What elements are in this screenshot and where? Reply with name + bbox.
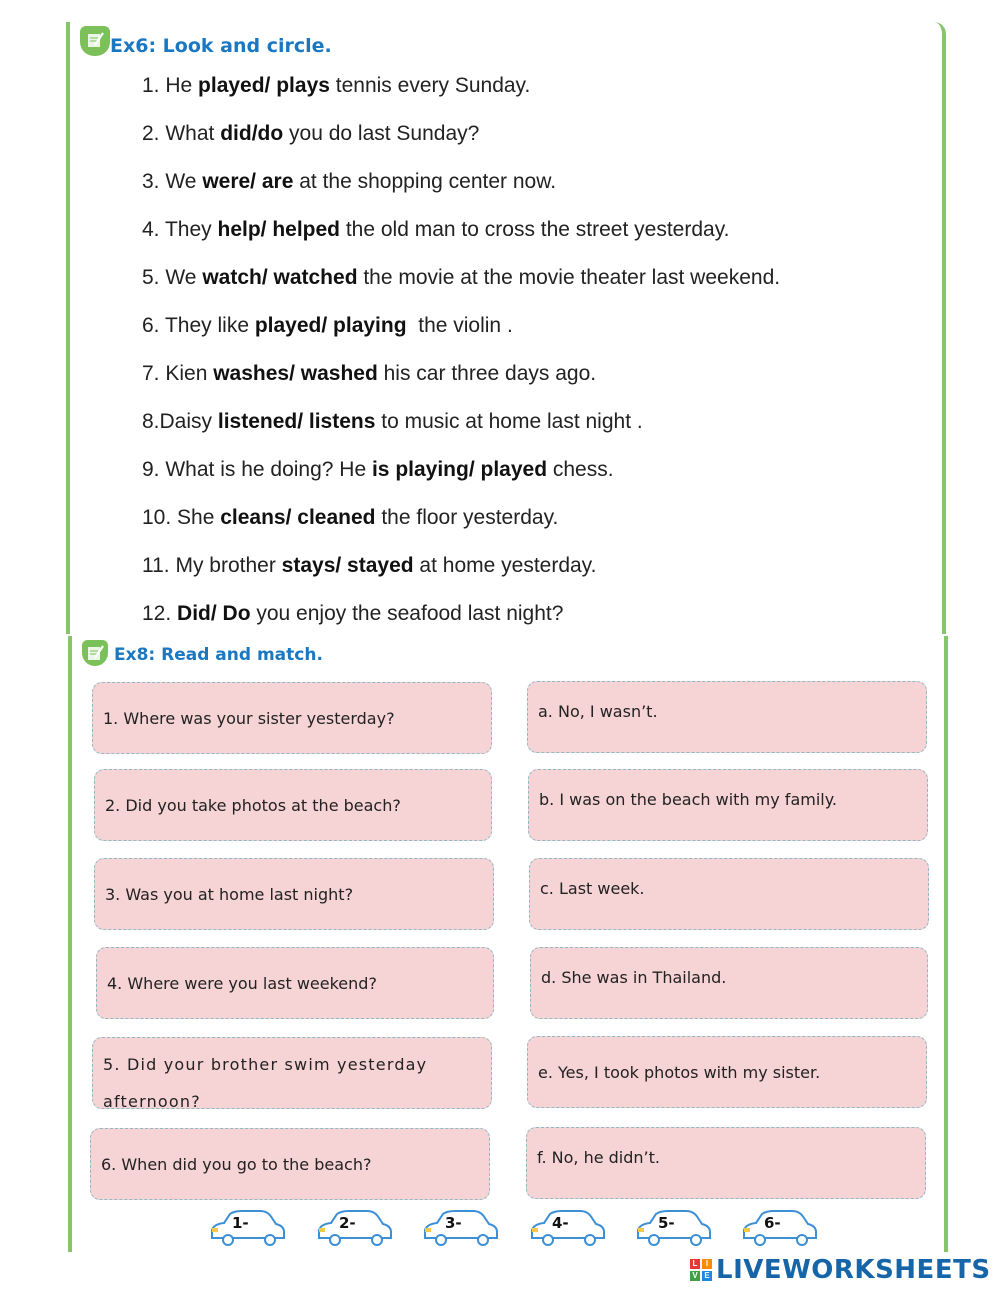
answer-card-b[interactable] (528, 769, 928, 841)
logo-mark-letter: V (690, 1271, 700, 1281)
answer-text: a. No, I wasn’t. (538, 702, 658, 721)
sentence-5[interactable] (142, 266, 780, 290)
sentence-2[interactable] (142, 122, 479, 146)
answer-slot-4[interactable] (528, 1210, 606, 1248)
slot-label: 3- (445, 1214, 462, 1232)
answer-choice[interactable]: played/ playing (254, 314, 407, 337)
sentence-text: 3. We (142, 170, 203, 193)
question-card-2[interactable] (94, 769, 492, 841)
sentence-text: at the shopping center now. (293, 170, 557, 193)
answer-choice[interactable]: listened/ listens (217, 410, 376, 433)
sentence-text: 1. He (142, 74, 199, 97)
answer-card-d[interactable] (530, 947, 928, 1019)
sentence-text: chess. (547, 458, 614, 481)
sentence-7[interactable] (142, 362, 596, 386)
answer-card-f[interactable] (526, 1127, 926, 1199)
sentence-text: the floor yesterday. (375, 506, 559, 529)
sentence-text: his car three days ago. (377, 362, 597, 385)
answer-card-a[interactable] (527, 681, 927, 753)
question-text: 1. Where was your sister yesterday? (103, 708, 395, 728)
logo-mark-letter: E (702, 1271, 712, 1281)
sentence-4[interactable] (142, 218, 729, 242)
sentence-text: 9. What is he doing? He (142, 458, 372, 481)
slot-label: 2- (339, 1214, 356, 1232)
sentence-text: the movie at the movie theater last weekend. (357, 266, 781, 289)
answer-choice[interactable]: did/do (220, 122, 284, 145)
question-card-3[interactable] (94, 858, 494, 930)
logo-mark-letter: L (690, 1259, 700, 1269)
slot-label: 4- (552, 1214, 569, 1232)
answer-card-c[interactable] (529, 858, 929, 930)
sentence-text: the old man to cross the street yesterday. (340, 218, 730, 241)
sentence-text: you enjoy the seafood last night? (250, 602, 564, 625)
slot-label: 5- (658, 1214, 675, 1232)
sentence-11[interactable] (142, 554, 596, 578)
answer-choice[interactable]: watch/ watched (202, 266, 358, 289)
answer-card-e[interactable] (527, 1036, 927, 1108)
sentence-6[interactable] (142, 314, 513, 338)
sentence-text: 8.Daisy (142, 410, 218, 433)
answer-text: f. No, he didn’t. (537, 1148, 660, 1167)
sentence-8[interactable] (142, 410, 643, 434)
answer-slot-6[interactable] (740, 1210, 818, 1248)
answer-slot-2[interactable] (315, 1210, 393, 1248)
answer-text: b. I was on the beach with my family. (539, 790, 837, 809)
question-text: 2. Did you take photos at the beach? (105, 795, 401, 815)
sentence-text: 5. We (142, 266, 203, 289)
answer-text: c. Last week. (540, 879, 645, 898)
exercise-8-title: Ex8: Read and match. (114, 645, 323, 665)
question-text: 4. Where were you last weekend? (107, 973, 377, 993)
exercise-6-panel (66, 22, 946, 634)
answer-choice[interactable]: washes/ washed (213, 362, 378, 385)
logo-text: LIVEWORKSHEETS (716, 1255, 991, 1285)
sentence-text: tennis every Sunday. (329, 74, 531, 97)
notebook-pencil-icon (80, 26, 110, 56)
answer-slot-1[interactable] (208, 1210, 286, 1248)
sentence-text: 11. My brother (142, 554, 282, 577)
question-text: 6. When did you go to the beach? (101, 1154, 372, 1174)
answer-text: d. She was in Thailand. (541, 968, 727, 987)
answer-choice[interactable]: Did/ Do (177, 602, 251, 625)
sentence-text: 6. They like (142, 314, 255, 337)
question-text: 3. Was you at home last night? (105, 884, 354, 904)
sentence-10[interactable] (142, 506, 558, 530)
question-card-5[interactable] (92, 1037, 492, 1109)
question-card-4[interactable] (96, 947, 494, 1019)
answer-choice[interactable]: help/ helped (217, 218, 341, 241)
sentence-12[interactable] (142, 602, 563, 626)
answer-choice[interactable]: played/ plays (198, 74, 330, 97)
sentence-text: 10. She (142, 506, 221, 529)
question-card-1[interactable] (92, 682, 492, 754)
slot-label: 1- (232, 1214, 249, 1232)
question-text: 5. Did your brother swim yesterday afternoon? (103, 1055, 428, 1111)
sentence-text: 7. Kien (142, 362, 214, 385)
sentence-text: 4. They (142, 218, 218, 241)
sentence-text: to music at home last night . (375, 410, 643, 433)
sentence-text: 2. What (142, 122, 221, 145)
logo-mark-letter: I (702, 1259, 712, 1269)
answer-choice[interactable]: is playing/ played (371, 458, 548, 481)
liveworksheets-logo (690, 1254, 991, 1286)
sentence-text: the violin . (406, 314, 513, 337)
notebook-pencil-icon (82, 640, 108, 666)
sentence-text: 12. (142, 602, 178, 625)
sentence-9[interactable] (142, 458, 614, 482)
answer-slot-3[interactable] (421, 1210, 499, 1248)
answer-choice[interactable]: were/ are (202, 170, 294, 193)
sentence-text: at home yesterday. (413, 554, 597, 577)
slot-label: 6- (764, 1214, 781, 1232)
question-card-6[interactable] (90, 1128, 490, 1200)
answer-choice[interactable]: cleans/ cleaned (220, 506, 376, 529)
logo-mark-icon (690, 1259, 712, 1281)
sentence-1[interactable] (142, 74, 530, 98)
sentence-3[interactable] (142, 170, 556, 194)
answer-text: e. Yes, I took photos with my sister. (538, 1062, 821, 1082)
exercise-6-title: Ex6: Look and circle. (110, 35, 332, 57)
answer-slot-5[interactable] (634, 1210, 712, 1248)
sentence-text: you do last Sunday? (283, 122, 480, 145)
answer-choice[interactable]: stays/ stayed (281, 554, 414, 577)
